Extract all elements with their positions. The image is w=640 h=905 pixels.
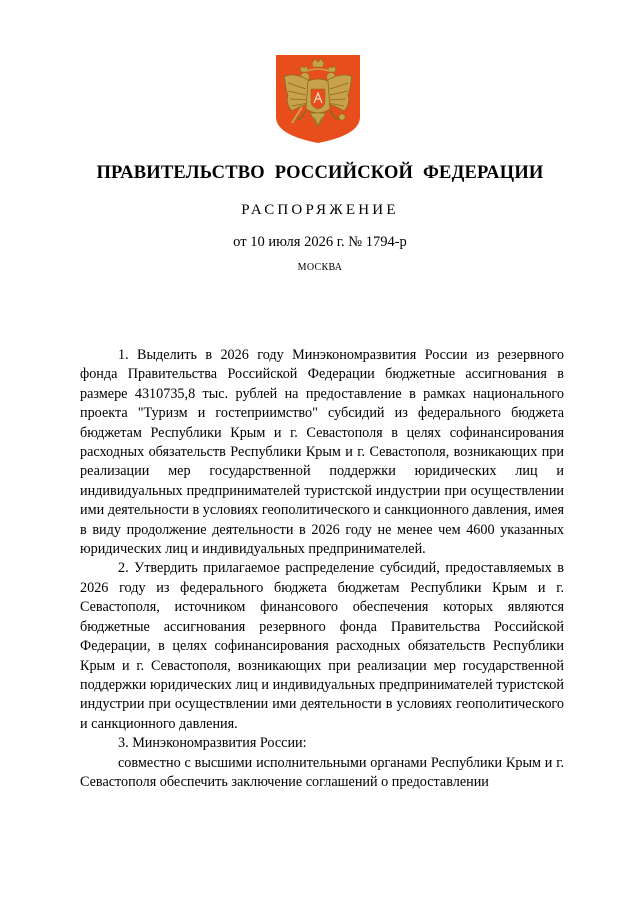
document-city: МОСКВА xyxy=(297,262,343,273)
document-type: РАСПОРЯЖЕНИЕ xyxy=(241,202,399,218)
paragraph-3-item: совместно с высшими исполнительными органами Республики Крым и г. Севастополя обеспечить заключение соглашений о предоставлении xyxy=(80,754,564,790)
paragraph-3: 3. Минэкономразвития России: xyxy=(118,735,307,752)
document-date-number: от 10 июля 2026 г. № 1794-р xyxy=(233,234,407,250)
government-title: ПРАВИТЕЛЬСТВО РОССИЙСКОЙ ФЕДЕРАЦИИ xyxy=(96,163,544,183)
coat-of-arms-icon xyxy=(276,55,360,143)
document-body xyxy=(80,346,564,792)
paragraph-1: 1. Выделить в 2026 году Минэкономразвития России из резервного фонда Правительства Российской Федерации бюджетные ассигнования в размере 4310735,8 тыс. рублей на предоставление в рамках национального проекта "Туризм и гостеприимство" субсидий из федерального бюджета бюджетам Республики Крым и г. Севастополя в целях софинансирования расходных обязательств Республики Крым и г. Севастополя, возникающих при реализации мер государственной поддержки юридических лиц и индивидуальных предпринимателей туристской индустрии при осуществлении ими деятельности в условиях геополитического и санкционного давления, имея в виду продолжение деятельности в 2026 году не менее чем 4600 указанных юридических лиц и индивидуальных предпринимателей. xyxy=(80,347,564,558)
paragraph-2: 2. Утвердить прилагаемое распределение субсидий, предоставляемых в 2026 году из федерального бюджета бюджетам Республики Крым и г. Севастополя, источником финансового обеспечения которых являются бюджетные ассигнования резервного фонда Правительства Российской Федерации, в целях софинансирования расходных обязательств Республики Крым и г. Севастополя, возникающих при реализации мер государственной поддержки юридических лиц и индивидуальных предпринимателей туристской индустрии при осуществлении ими деятельности в условиях геополитического и санкционного давления. xyxy=(80,560,564,732)
